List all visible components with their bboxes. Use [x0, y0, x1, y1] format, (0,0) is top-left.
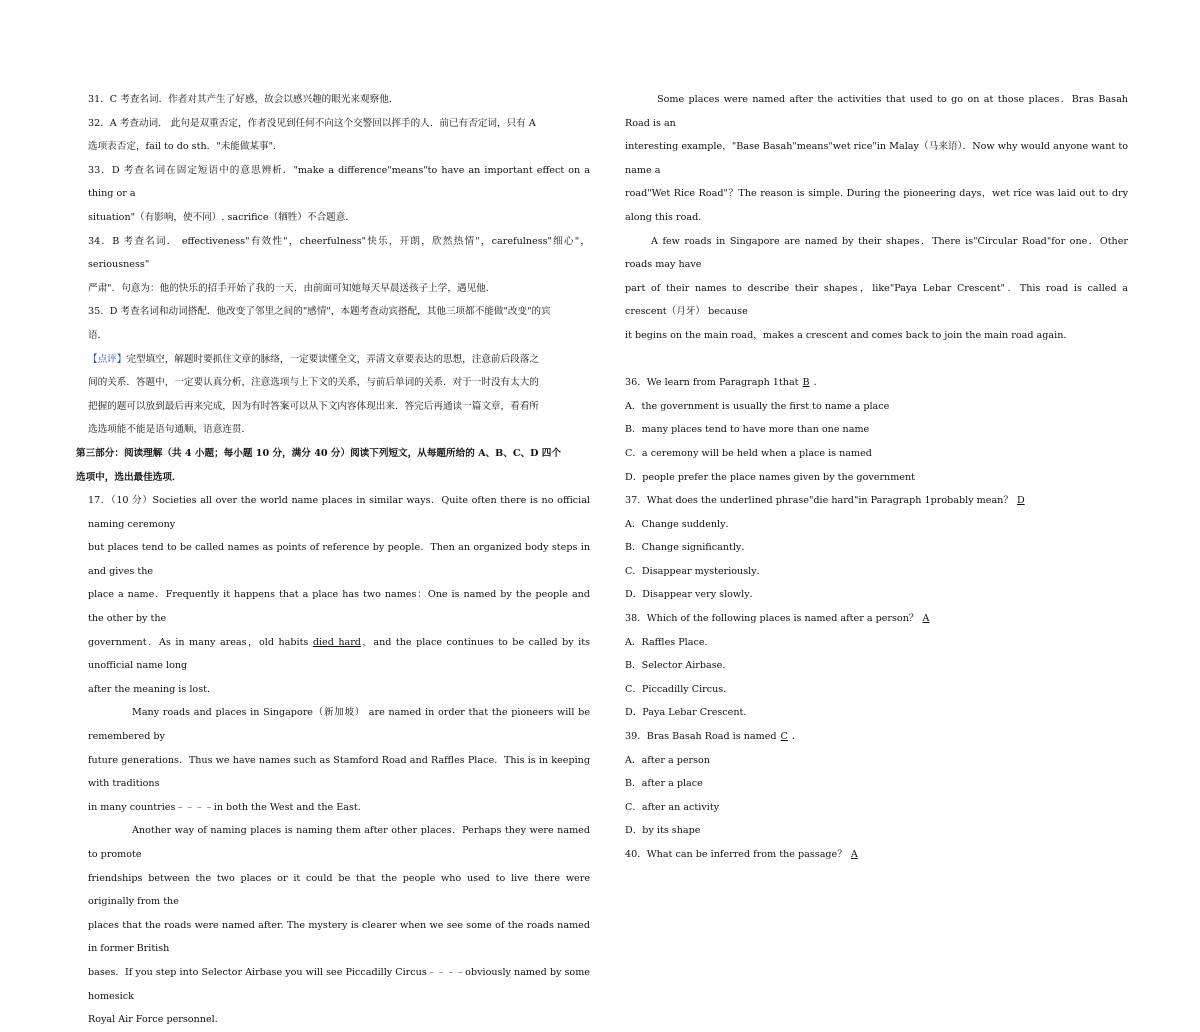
answer-33-line1: 33．D 考查名词在固定短语中的意思辨析．"make a difference"means"to have an important effect on a thing or a: [88, 164, 590, 200]
spacer: [625, 348, 1128, 372]
passage-p1-line5: after the meaning is lost．: [88, 683, 217, 695]
passage-p2-line1: Many roads and places in Singapore（新加坡） are named in order that the pioneers will be remembered by: [88, 707, 590, 743]
comment-text: 完型填空，解题时要抓住文章的脉络，一定要读懂全文，弄清文章要表达的思想，注意前后段落之: [126, 353, 539, 365]
question-36-answer: B: [802, 377, 810, 389]
passage-p3-line4: bases．If you step into Selector Airbase you will see Piccadilly Circus﹣﹣﹣﹣obviously named by some homesick: [88, 966, 590, 1002]
comment-line2: 间的关系．答题中，一定要认真分析，注意选项与上下文的关系，与前后单词的关系．对于一时没有太大的: [88, 377, 539, 389]
answer-34-line1: 34．B 考查名词． effectiveness"有效性"，cheerfulness"快乐，开朗，欣然热情"，carefulness"细心"，seriousness": [88, 235, 590, 271]
comment-line4: 选选项能不能是语句通顺，语意连贯．: [88, 424, 252, 436]
question-39-answer: C: [780, 731, 788, 743]
question-38: [625, 607, 1128, 631]
question-38-option-d: D．Paya Lebar Crescent．: [625, 707, 753, 719]
question-39: [625, 725, 1128, 749]
question-36-option-c: C．a ceremony will be held when a place is named: [625, 447, 872, 459]
passage-p4-line2: interesting example，"Base Basah"means"wet rice"in Malay（马来语）．Now why would anyone want to name a: [625, 141, 1128, 176]
question-39-option-c: C．after an activity: [625, 801, 720, 813]
passage-p1-line4-post: ，and the place continues to be called by its unofficial name long: [88, 636, 590, 672]
passage-p3-line3: places that the roads were named after. The mystery is clearer when we see some of the roads named in former British: [88, 919, 590, 955]
question-39-stem: 39．Bras Basah Road is named: [625, 731, 777, 743]
question-37-option-a: A．Change suddenly．: [625, 518, 736, 530]
question-39-option-d: D．by its shape: [625, 825, 701, 837]
answer-32-line1: 32．A 考查动词． 此句是双重否定，作者没见到任何不向这个交警回以挥手的人．前已有否定词，只有 A: [88, 117, 536, 129]
question-37-stem: 37．What does the underlined phrase"die hard"in Paragraph 1probably mean？: [625, 495, 1013, 507]
passage-p5-line3: it begins on the main road，makes a crescent and comes back to join the main road again．: [625, 329, 1073, 341]
answer-35-line1: 35．D 考查名词和动词搭配．他改变了邻里之间的"感情"，本题考查动宾搭配，其他三项都不能做"改变"的宾: [88, 306, 551, 318]
part3-heading-line1: 第三部分：阅读理解（共 4 小题；每小题 10 分，满分 40 分）阅读下列短文，从每题所给的 A、B、C、D 四个: [76, 447, 561, 459]
question-38-answer: A: [922, 613, 930, 625]
passage-p4-line3: road"Wet Rice Road"？The reason is simple. During the pioneering days，wet rice was laid out to dry along this road．: [625, 188, 1128, 223]
question-39-option-a: A．after a person: [625, 754, 711, 766]
question-40-answer: A: [850, 849, 858, 860]
comment-line3: 把握的题可以放到最后再来完成，因为有时答案可以从下文内容体现出来．答完后再通读一篇文章，看看所: [88, 400, 539, 412]
passage-p5-line2: part of their names to describe their shapes，like"Paya Lebar Crescent"．This road is called a crescent（月牙） because: [625, 282, 1128, 318]
question-37-option-c: C．Disappear mysteriously．: [625, 565, 767, 577]
passage-p1-line4-pre: government．As in many areas，old habits: [88, 636, 313, 648]
question-38-option-a: A．Raffles Place．: [625, 636, 715, 648]
passage-p1-line1: 17．（10 分）Societies all over the world name places in similar ways．Quite often there is no official naming ceremony: [88, 495, 590, 530]
question-36-stem: 36．We learn from Paragraph 1that: [625, 377, 799, 389]
question-36-option-d: D．people prefer the place names given by the government: [625, 471, 916, 483]
passage-p5-line1: A few roads in Singapore are named by their shapes．There is"Circular Road"for one．Other roads may have: [625, 235, 1128, 271]
question-40-stem: 40．What can be inferred from the passage？: [625, 849, 847, 860]
answer-31: 31．C 考查名词．作者对其产生了好感，故会以感兴趣的眼光来观察他．: [88, 94, 399, 105]
passage-p3-line5: Royal Air Force personnel．: [88, 1014, 225, 1026]
question-39-end: ．: [791, 731, 802, 743]
passage-p1-line3: place a name．Frequently it happens that a place has two names：One is named by the people and the other by the: [88, 589, 590, 625]
question-39-option-b: B．after a place: [625, 778, 703, 790]
question-36-end: ．: [813, 377, 824, 389]
question-38-stem: 38．Which of the following places is named after a person？: [625, 613, 919, 625]
right-column: [625, 88, 1128, 867]
passage-p3-line2: friendships between the two places or it could be that the people who used to live there were originally from the: [88, 872, 590, 908]
comment-tag: 【点评】: [88, 353, 127, 365]
passage-p3-line1: Another way of naming places is naming them after other places．Perhaps they were named to promote: [88, 825, 590, 860]
question-37-option-d: D．Disappear very slowly．: [625, 589, 760, 601]
question-38-option-b: B．Selector Airbase．: [625, 660, 732, 672]
left-column: [76, 88, 590, 1032]
underlined-phrase: died hard: [312, 636, 361, 648]
question-38-option-c: C．Piccadilly Circus．: [625, 683, 733, 695]
question-36-option-b: B．many places tend to have more than one name: [625, 424, 870, 436]
question-36: [625, 371, 1128, 395]
passage-p2-line3: in many countries﹣﹣﹣﹣in both the West and the East．: [88, 801, 368, 813]
question-37-option-b: B．Change significantly．: [625, 542, 751, 554]
question-37: [625, 489, 1128, 513]
question-36-option-a: A．the government is usually the first to name a place: [625, 400, 890, 412]
passage-p1-line4: [76, 631, 590, 678]
answer-35-line2: 语．: [88, 329, 108, 341]
answer-32-line2: 选项表否定，fail to do sth．"未能做某事"．: [88, 141, 283, 153]
part3-heading-line2: 选项中，选出最佳选项．: [76, 471, 182, 483]
answer-34-line2: 严肃"．句意为：他的快乐的招手开始了我的一天．由前面可知她每天早晨送孩子上学，遇见他．: [88, 282, 496, 294]
question-40: [625, 843, 1128, 867]
passage-p4-line1: Some places were named after the activities that used to go on at those places．Bras Basah Road is an: [625, 94, 1128, 129]
answer-33-line2: situation"（有影响，使不同）. sacrifice（牺牲）不合题意．: [88, 211, 355, 223]
passage-p1-line2: but places tend to be called names as points of reference by people．Then an organized body steps in and gives the: [88, 542, 590, 577]
comment-line1: [76, 348, 590, 372]
passage-p2-line2: future generations．Thus we have names such as Stamford Road and Raffles Place．This is in keeping with traditions: [88, 754, 590, 790]
question-37-answer: D: [1016, 495, 1025, 507]
